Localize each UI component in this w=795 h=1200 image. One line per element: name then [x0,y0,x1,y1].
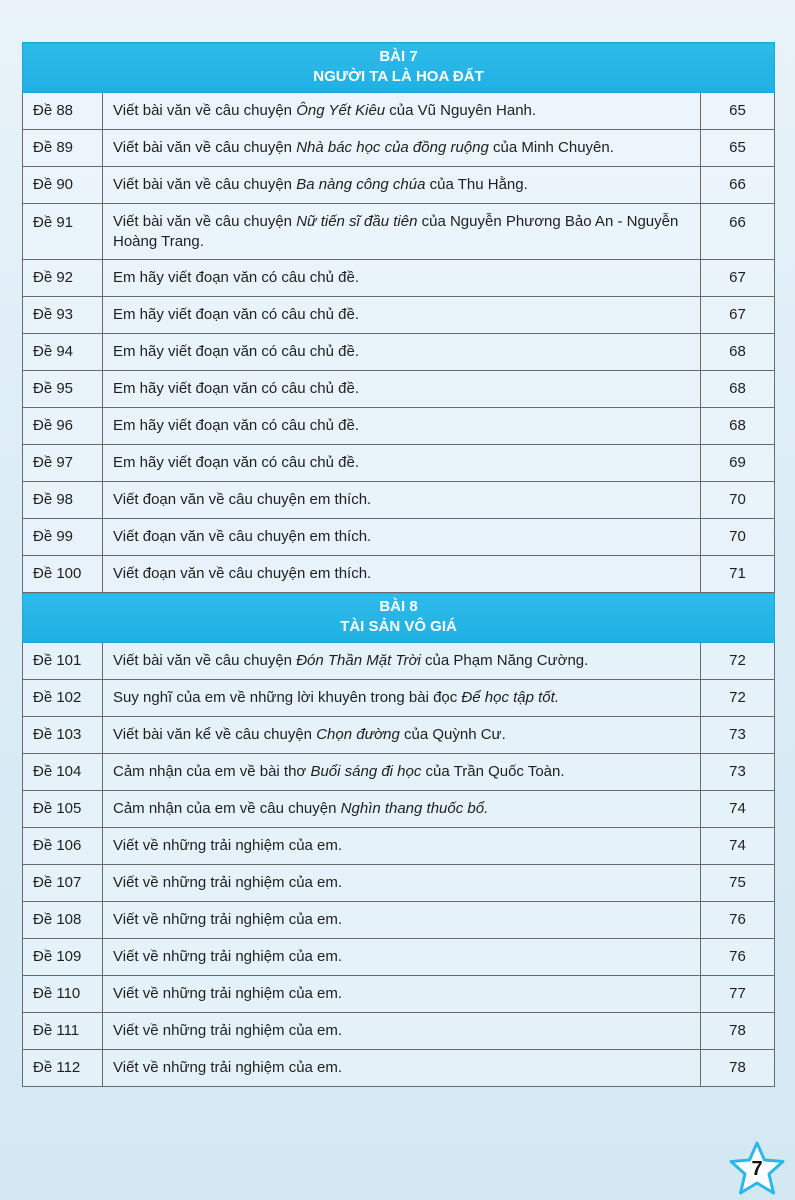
title-text-suffix: của Minh Chuyên. [488,139,614,156]
title-text: Viết về những trải nghiệm của em. [113,837,343,854]
table-row [23,643,775,680]
page-ref: 65 [701,93,775,130]
title-text: Viết bài văn về câu chuyện [113,176,297,193]
title-text: Viết về những trải nghiệm của em. [113,985,343,1002]
page-ref: 69 [701,445,775,482]
exercise-title [103,408,701,445]
page-ref: 74 [701,791,775,828]
title-text: Suy nghĩ của em về những lời khuyên trong bài đọc [113,689,462,706]
exercise-number: Đề 108 [23,902,103,939]
page-number: 7 [751,1158,763,1180]
exercise-title [103,130,701,167]
page-ref: 75 [701,865,775,902]
page-ref: 66 [701,204,775,260]
exercise-number: Đề 107 [23,865,103,902]
page-ref: 72 [701,643,775,680]
table-row [23,680,775,717]
work-title: Nữ tiến sĩ đầu tiên [296,213,418,230]
title-text: Viết về những trải nghiệm của em. [113,1022,343,1039]
table-row [23,828,775,865]
exercise-title [103,482,701,519]
title-text: Viết bài văn về câu chuyện [113,139,297,156]
page-ref: 70 [701,519,775,556]
work-title: Ba nàng công chúa [296,176,426,193]
title-text: Em hãy viết đoạn văn có câu chủ đề. [113,380,359,397]
page-ref: 68 [701,334,775,371]
title-text: Viết bài văn về câu chuyện [113,102,297,119]
table-row [23,1050,775,1087]
exercise-number: Đề 111 [23,1013,103,1050]
exercise-number: Đề 100 [23,556,103,593]
table-row [23,1013,775,1050]
exercise-number: Đề 103 [23,717,103,754]
title-text: Viết đoạn văn về câu chuyện em thích. [113,528,372,545]
exercise-title [103,1050,701,1087]
title-text: Viết bài văn về câu chuyện [113,213,297,230]
title-text: Cảm nhận của em về câu chuyện [113,800,341,817]
title-text: Em hãy viết đoạn văn có câu chủ đề. [113,306,359,323]
table-row [23,482,775,519]
table-row [23,93,775,130]
table-row [23,791,775,828]
table-row [23,334,775,371]
exercise-number: Đề 104 [23,754,103,791]
page-ref: 73 [701,717,775,754]
exercise-title [103,297,701,334]
page-ref: 67 [701,260,775,297]
exercise-title [103,828,701,865]
lesson-label: BÀI 8 [379,598,418,615]
section-header [23,593,775,643]
page-ref: 66 [701,167,775,204]
exercise-number: Đề 94 [23,334,103,371]
page-ref: 67 [701,297,775,334]
exercise-title [103,334,701,371]
title-text-suffix: của Nguyễn Phương Bảo An - Nguyễn Hoàng Trang. [113,213,679,250]
exercise-number: Đề 91 [23,204,103,260]
title-text: Viết về những trải nghiệm của em. [113,948,343,965]
table-row [23,445,775,482]
exercise-title [103,791,701,828]
page-ref: 78 [701,1013,775,1050]
page-ref: 77 [701,976,775,1013]
exercise-number: Đề 98 [23,482,103,519]
page-ref: 76 [701,902,775,939]
table-row [23,939,775,976]
work-title: Nhà bác học của đồng ruộng [296,139,489,156]
title-text-suffix: của Vũ Nguyên Hanh. [385,102,537,119]
exercise-number: Đề 97 [23,445,103,482]
exercise-title [103,519,701,556]
exercise-title [103,643,701,680]
page-ref: 78 [701,1050,775,1087]
exercise-number: Đề 109 [23,939,103,976]
title-text: Viết bài văn kể về câu chuyện [113,726,317,743]
exercise-title [103,754,701,791]
table-row [23,717,775,754]
table-row [23,976,775,1013]
toc-table [22,42,775,1087]
section-header-cell [23,43,775,93]
exercise-title [103,717,701,754]
work-title: Buổi sáng đi học [310,763,422,780]
exercise-number: Đề 110 [23,976,103,1013]
exercise-number: Đề 101 [23,643,103,680]
work-title: Ông Yết Kiêu [296,102,386,119]
exercise-title [103,260,701,297]
exercise-number: Đề 102 [23,680,103,717]
table-of-contents [22,42,774,1087]
exercise-number: Đề 88 [23,93,103,130]
page-ref: 68 [701,371,775,408]
exercise-title [103,167,701,204]
exercise-title [103,1013,701,1050]
exercise-number: Đề 92 [23,260,103,297]
exercise-title [103,371,701,408]
table-row [23,519,775,556]
page-ref: 68 [701,408,775,445]
exercise-number: Đề 93 [23,297,103,334]
exercise-title [103,976,701,1013]
section-header [23,43,775,93]
exercise-title [103,445,701,482]
page-ref: 72 [701,680,775,717]
exercise-number: Đề 89 [23,130,103,167]
title-text: Em hãy viết đoạn văn có câu chủ đề. [113,343,359,360]
page-ref: 76 [701,939,775,976]
exercise-title [103,556,701,593]
table-row [23,297,775,334]
exercise-number: Đề 96 [23,408,103,445]
table-row [23,865,775,902]
work-title: Đón Thần Mặt Trời [296,652,421,669]
title-text: Em hãy viết đoạn văn có câu chủ đề. [113,454,359,471]
exercise-number: Đề 90 [23,167,103,204]
exercise-title [103,680,701,717]
title-text: Viết về những trải nghiệm của em. [113,874,343,891]
title-text-suffix: của Trần Quốc Toàn. [421,763,565,780]
table-row [23,204,775,260]
exercise-title [103,865,701,902]
table-row [23,130,775,167]
title-text: Em hãy viết đoạn văn có câu chủ đề. [113,417,359,434]
title-text: Viết đoạn văn về câu chuyện em thích. [113,491,372,508]
title-text: Viết đoạn văn về câu chuyện em thích. [113,565,372,582]
table-row [23,754,775,791]
table-row [23,556,775,593]
work-title: Để học tập tốt. [461,689,559,706]
lesson-label: BÀI 7 [379,48,418,65]
page-number-badge [727,1140,787,1198]
exercise-number: Đề 99 [23,519,103,556]
page-ref: 74 [701,828,775,865]
title-text: Cảm nhận của em về bài thơ [113,763,311,780]
work-title: Chọn đường [316,726,400,743]
exercise-title [103,939,701,976]
table-row [23,260,775,297]
table-row [23,902,775,939]
title-text-suffix: của Quỳnh Cư. [399,726,506,743]
lesson-title: NGƯỜI TA LÀ HOA ĐẤT [313,68,484,85]
exercise-title [103,204,701,260]
exercise-number: Đề 112 [23,1050,103,1087]
exercise-number: Đề 105 [23,791,103,828]
title-text: Viết bài văn về câu chuyện [113,652,297,669]
page-ref: 71 [701,556,775,593]
exercise-number: Đề 106 [23,828,103,865]
work-title: Nghìn thang thuốc bổ. [340,800,489,817]
title-text: Em hãy viết đoạn văn có câu chủ đề. [113,269,359,286]
lesson-title: TÀI SẢN VÔ GIÁ [340,618,457,635]
page-ref: 70 [701,482,775,519]
page-ref: 65 [701,130,775,167]
table-row [23,167,775,204]
title-text-suffix: của Thu Hằng. [425,176,528,193]
page-ref: 73 [701,754,775,791]
section-header-cell [23,593,775,643]
table-row [23,408,775,445]
exercise-title [103,93,701,130]
title-text-suffix: của Phạm Năng Cường. [420,652,589,669]
table-row [23,371,775,408]
title-text: Viết về những trải nghiệm của em. [113,911,343,928]
exercise-title [103,902,701,939]
exercise-number: Đề 95 [23,371,103,408]
title-text: Viết về những trải nghiệm của em. [113,1059,343,1076]
